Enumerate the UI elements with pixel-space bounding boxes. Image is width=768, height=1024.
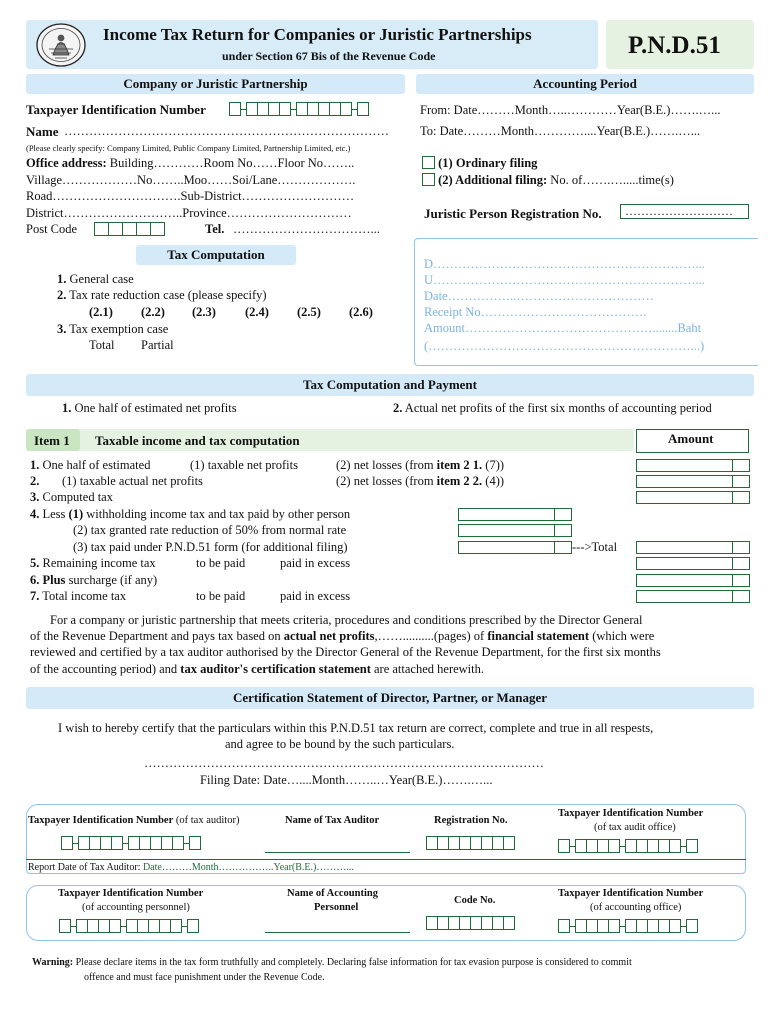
signature-line[interactable]: …………………………………………………………………………………… [144,756,544,770]
rate-option-2-4[interactable]: (2.4) [245,305,269,319]
row2-opt2[interactable] [336,474,504,489]
p2c: ,……..........(pages) of [374,629,488,643]
p2b: actual net profits [283,629,375,643]
additional-filing-label: (2) Additional filing: [438,173,548,187]
p4a: of the accounting period) and [30,662,181,676]
payment-option-actual[interactable] [393,401,712,416]
row5-amount[interactable] [636,557,750,570]
row7-paid-excess[interactable]: paid in excess [280,589,351,603]
rate-option-2-3[interactable]: (2.3) [192,305,216,319]
payment-option-2-num: 2. [393,401,403,415]
jpr-input[interactable] [620,204,749,219]
office-use-amount-words: (………………………………………………………...) [424,339,705,353]
form-code: P.N.D.51 [628,32,721,59]
case-general-num: 1. [57,272,67,286]
office-address-line[interactable] [26,156,354,171]
auditor-name-label: Name of Tax Auditor [285,815,380,826]
rate-option-2-6[interactable]: (2.6) [349,305,373,319]
row2-opt1[interactable]: (1) taxable actual net profits [62,474,203,488]
period-to-line[interactable]: To: Date………Month…………....Year(B.E.)…….…... [420,124,701,138]
report-date-label: Report Date of Tax Auditor: [28,862,141,873]
company-section-title: Company or Juristic Partnership [26,74,405,94]
office-address-dots: Building…………Room No……Floor No…….. [106,156,355,170]
auditor-divider [26,859,746,860]
tel-label: Tel. [205,222,225,236]
office-use-d: D………………………………………………………... [424,257,705,271]
postcode-label: Post Code [26,222,78,236]
ordinary-filing-option[interactable] [422,156,537,171]
row4-3-label: (3) tax paid under P.N.D.51 form (for additional filing) [73,540,348,554]
warning-line2: offence and must face punishment under the Revenue Code. [84,972,325,983]
row5-to-be-paid[interactable]: to be paid [196,556,246,570]
form-subtitle: under Section 67 Bis of the Revenue Code [222,49,436,63]
row2-amount[interactable] [636,475,750,488]
accountant-tin-label1: Taxpayer Identification Number [58,888,204,899]
payment-section-title: Tax Computation and Payment [26,374,754,396]
row4-1-amount[interactable] [458,508,572,521]
report-date-dots: Date………Month……………..Year(B.E.)………... [140,862,354,873]
accounting-office-tin-label1: Taxpayer Identification Number [558,888,704,899]
payment-option-2-label: Actual net profits of the first six months of accounting period [402,401,712,415]
additional-filing-checkbox[interactable] [422,173,435,186]
p2e: (which were [589,629,655,643]
audit-office-tin-label1: Taxpayer Identification Number [558,808,704,819]
audit-office-tin-input[interactable] [558,839,698,853]
filing-date[interactable]: Filing Date: Date…....Month……..…Year(B.E.)…….…... [200,773,493,787]
row1-opt2-ref: item 2 1. [436,458,483,472]
row4-2-label: (2) tax granted rate reduction of 50% from normal rate [73,523,347,537]
taxpayer-id-input[interactable] [229,102,369,116]
row4-total-amount[interactable] [636,541,750,554]
row3-num: 3. [30,490,40,504]
accountant-name-label1: Name of Accounting [287,888,378,899]
row1-label: One half of estimated [39,458,151,472]
certification-title: Certification Statement of Director, Partner, or Manager [26,687,754,709]
accountant-tin-label2: (of accounting personnel) [82,902,190,913]
row4-3-amount[interactable] [458,541,572,554]
item1-label: Item 1 [34,433,70,448]
row6-label: surcharge (if any) [65,573,158,587]
auditor-tin-label-bold: Taxpayer Identification Number [28,815,174,826]
row6 [30,573,157,588]
paragraph-line1: For a company or juristic partnership that meets criteria, procedures and conditions prescribed by the Director General [50,613,643,627]
office-use-date: Date……………..…………………………… [424,289,654,303]
row5-label: Remaining income tax [39,556,156,570]
row4-2-amount[interactable] [458,524,572,537]
road-line[interactable]: Road………………………….Sub-District……………………… [26,189,355,203]
auditor-reg-label: Registration No. [434,815,508,826]
case-general[interactable] [57,272,134,287]
amount-header: Amount [668,431,714,446]
row1-opt2[interactable] [336,458,504,473]
name-note: (Please clearly specify: Company Limited, Public Company Limited, Partnership Limited, etc.) [26,143,351,153]
certification-line2: and agree to be bound by the such particulars. [225,737,455,751]
form-title: Income Tax Return for Companies or Juristic Partnerships [103,25,532,44]
row4 [30,507,350,522]
case-exemption-label: Tax exemption case [66,322,169,336]
payment-option-1-num: 1. [62,401,72,415]
row6-amount[interactable] [636,574,750,587]
jpr-label: Juristic Person Registration No. [424,206,602,221]
case-rate-reduction-label: Tax rate reduction case (please specify) [66,288,267,302]
row4-num: 4. [30,507,40,521]
auditor-tin-input[interactable] [61,836,201,850]
accounting-office-tin-label2: (of accounting office) [590,902,682,913]
exemption-partial[interactable]: Partial [141,338,174,352]
payment-option-1-label: One half of estimated net profits [71,401,237,415]
row7-to-be-paid[interactable]: to be paid [196,589,246,603]
accountant-name-label2: Personnel [314,902,359,913]
paragraph-line2 [30,629,654,644]
row7-amount[interactable] [636,590,750,603]
row4-total-label: --->Total [572,540,618,554]
row4-1-label: withholding income tax and tax paid by other person [83,507,351,521]
rate-option-2-5[interactable]: (2.5) [297,305,321,319]
name-field[interactable]: …………………………………………………………………… [64,124,389,138]
warning-line1 [32,956,632,969]
office-use-u: U………………………………………………………... [424,273,705,287]
auditor-tin-label-rest: (of tax auditor) [173,815,240,826]
p4b: tax auditor's certification statement [180,662,371,676]
rate-option-2-2[interactable]: (2.2) [141,305,165,319]
jpr-dots: ……………………… [625,204,733,218]
item1-title: Taxable income and tax computation [95,433,300,448]
row5 [30,556,156,571]
row1 [30,458,150,473]
audit-office-tin-label2: (of tax audit office) [594,822,676,833]
row1-num: 1. [30,458,40,472]
case-exemption-num: 3. [57,322,67,336]
additional-filing-count: No. of…….….....time(s) [547,173,674,187]
accountant-name-field[interactable] [265,932,410,933]
row5-paid-excess[interactable]: paid in excess [280,556,351,570]
p2a: of the Revenue Department and pays tax based on [30,629,284,643]
p4c: are attached herewith. [370,662,485,676]
row1-opt2-tail: (7)) [482,458,505,472]
row7-label: Total income tax [39,589,127,603]
row2-opt2-text: (2) net losses (from [336,474,437,488]
row5-num: 5. [30,556,40,570]
auditor-reg-input[interactable] [426,836,515,850]
revenue-department-seal-icon [35,22,87,68]
ordinary-filing-checkbox[interactable] [422,156,435,169]
case-rate-reduction[interactable] [57,288,267,303]
accountant-code-input[interactable] [426,916,515,930]
p2d: financial statement [487,629,590,643]
accountant-code-label: Code No. [454,895,496,906]
report-date-line[interactable] [28,861,354,874]
tel-field[interactable]: ……………………………... [233,222,380,236]
warning-text: Please declare items in the tax form truthfully and completely. Declaring false information for tax evasion purpose is considered to commit [73,957,632,968]
row6-num: 6. [30,573,40,587]
row1-opt1[interactable]: (1) taxable net profits [190,458,298,472]
accountant-tin-input[interactable] [59,919,199,933]
row4-1-num: (1) [68,507,84,521]
rate-option-2-1[interactable]: (2.1) [89,305,113,319]
row2-opt2-ref: item 2 2. [436,474,483,488]
row3-label: Computed tax [39,490,113,504]
office-address-label: Office address: [26,156,107,170]
row6-plus: Plus [39,573,66,587]
row7-num: 7. [30,589,40,603]
office-use-receipt: Receipt No…………………………………. [424,305,647,319]
accounting-period-title: Accounting Period [416,74,754,94]
case-general-label: General case [66,272,134,286]
row1-opt2-text: (2) net losses (from [336,458,437,472]
postcode-input[interactable] [94,222,165,236]
row2-opt2-tail: (4)) [482,474,505,488]
accounting-office-tin-input[interactable] [558,919,698,933]
row4-less: Less [39,507,69,521]
name-label: Name [26,124,59,139]
auditor-tin-label [28,813,239,828]
ordinary-filing-label: (1) Ordinary filing [438,156,538,170]
paragraph-line4 [30,662,484,677]
taxpayer-id-label: Taxpayer Identification Number [26,102,206,117]
exemption-total[interactable]: Total [89,338,115,352]
additional-filing-option[interactable] [422,173,674,188]
row7 [30,589,126,604]
warning-label: Warning: [32,957,74,968]
row2-num: 2. [30,474,40,488]
period-from-line[interactable]: From: Date………Month…..…………Year(B.E.)…….…... [420,103,721,117]
office-use-amount: Amount………………………………………........Baht [424,321,702,335]
village-line[interactable]: Village………………No……..Moo……Soi/Lane………………. [26,173,356,187]
certification-line1: I wish to hereby certify that the particulars within this P.N.D.51 tax return are correct, complete and true in all respests, [58,721,654,735]
paragraph-line3: reviewed and certified by a tax auditor authorised by the Director General of the Revenue Department, for the first six months [30,645,661,659]
row3 [30,490,113,505]
tax-computation-title: Tax Computation [136,245,296,265]
payment-option-estimated[interactable] [62,401,237,416]
case-exemption[interactable] [57,322,168,337]
district-line[interactable]: District………………………..Province………………………… [26,206,352,220]
case-rate-reduction-num: 2. [57,288,67,302]
row3-amount[interactable] [636,491,750,504]
auditor-name-field[interactable] [265,852,410,853]
row1-amount[interactable] [636,459,750,472]
